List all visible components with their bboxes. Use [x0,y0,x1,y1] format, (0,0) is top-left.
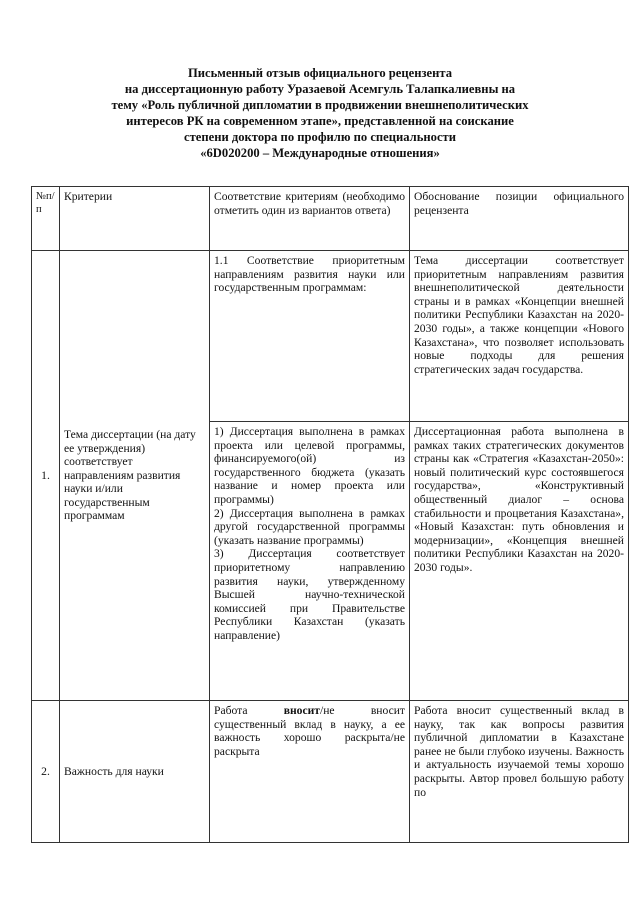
title-line: степени доктора по профилю по специальности [184,130,456,144]
header-num: №п/п [32,187,60,251]
table-row [32,251,629,422]
compliance-option: 3) Диссертация соответствует приоритетному направлению развития науки, утвержденному Высшей научно-технической комиссией при Правительстве Республики Казахстан (указать направление) [214,547,405,642]
title-line: тему «Роль публичной дипломатии в продвижении внешнеполитических [111,98,529,112]
compliance-cell [210,701,410,843]
compliance-text: Работа [214,704,284,717]
compliance-option: 1) Диссертация выполнена в рамках проекта или целевой программы, финансируемого(ой) из государственного бюджета (указать название и номер проекта или программы) [214,425,405,506]
compliance-text: /не вносит существенный вклад в науку, а ее важность хорошо раскрыта/не раскрыта [214,704,405,758]
justification-cell: Диссертационная работа выполнена в рамках таких стратегических документов страны как «Стратегия «Казахстан-2050»: новый политический курс состоявшегося государства», «Конструктивный общественный диалог – основа стабильности и процветания Казахстана», «Новый Казахстан: путь обновления и модернизации», «Концепция внешней политики Республики Казахстан на 2020-2030 годы». [410,422,629,701]
criterion-cell: Важность для науки [60,701,210,843]
title-line: Письменный отзыв официального рецензента [187,66,453,80]
title-line: на диссертационную работу Уразаевой Асемгуль Талапкалиевны на [124,82,516,96]
row-number: 1. [32,251,60,701]
compliance-cell [210,422,410,701]
compliance-selected: вносит [283,704,320,717]
title-line: интересов РК на современном этапе», представленной на соискание [126,114,514,128]
table-header-row [32,187,629,251]
compliance-option: 2) Диссертация выполнена в рамках другой государственной программы (указать название программы) [214,506,405,547]
justification-cell: Работа вносит существенный вклад в науку, так как вопросы развития публичной дипломатии в Казахстане ранее не были глубоко изучены. Важность и актуальность изучаемой темы хорошо раскрыты. Автор провел большую работу по [410,701,629,843]
row-number: 2. [32,701,60,843]
header-compliance: Соответствие критериям (необходимо отметить один из вариантов ответа) [210,187,410,251]
header-justification: Обоснование позиции официального рецензента [410,187,629,251]
title-line: «6D020200 – Международные отношения» [200,146,440,160]
criterion-cell: Тема диссертации (на дату ее утверждения) соответствует направлениям развития науки и/или государственным программам [60,251,210,701]
compliance-cell: 1.1 Соответствие приоритетным направлениям развития науки или государственным программам: [210,251,410,422]
table-row [32,701,629,843]
document-title [60,65,580,161]
justification-cell: Тема диссертации соответствует приоритетным направлениям развития внешнеполитической деятельности страны и в рамках «Концепции внешней политики Республики Казахстан на 2020-2030 годы», а также концепции «Нового Казахстана», что позволяет использовать новые подходы для решения стратегических задач государства. [410,251,629,422]
review-table [31,186,629,843]
header-criteria: Критерии [60,187,210,251]
